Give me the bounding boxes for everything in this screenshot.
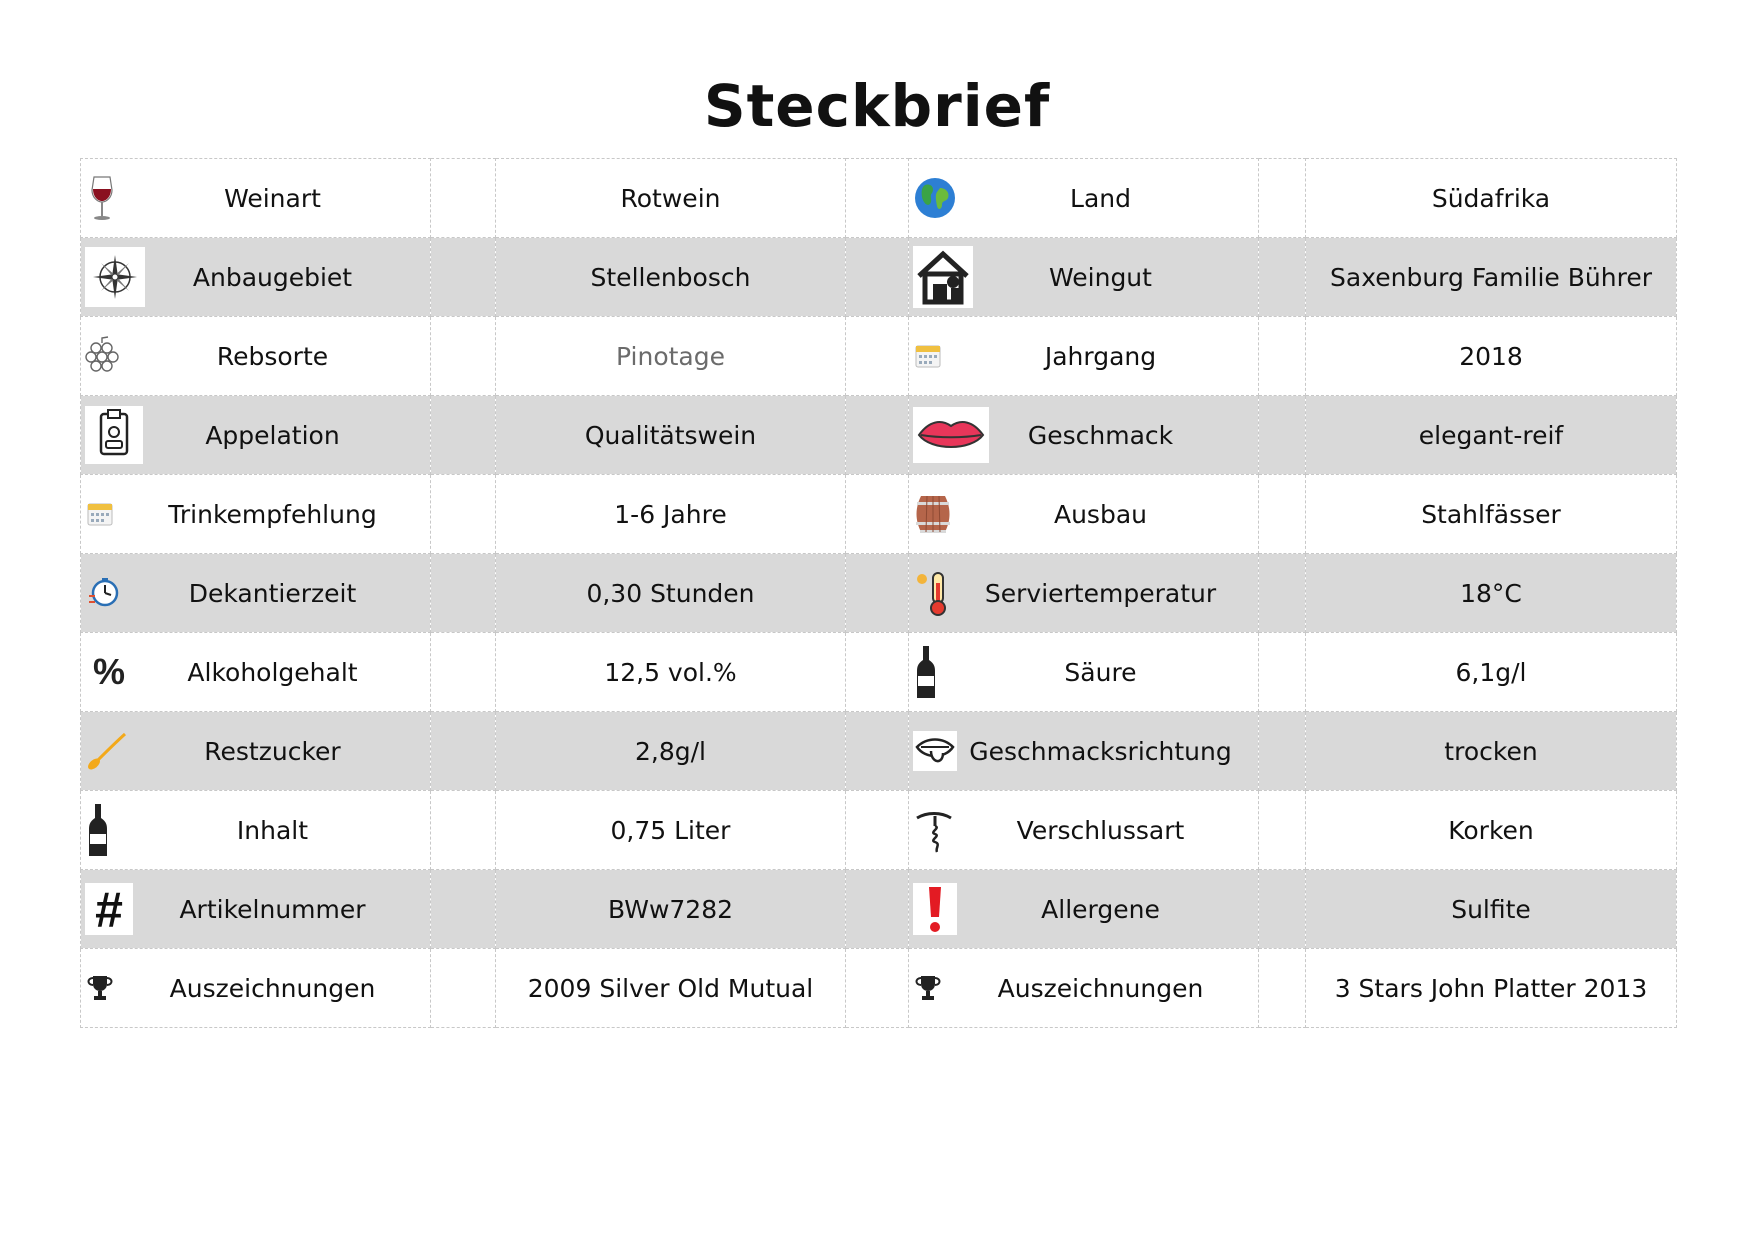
row-7-right-value: trocken: [1306, 712, 1677, 791]
row-4-left-label-cell: [81, 475, 431, 554]
spacer-cell: [431, 475, 496, 554]
row-1-right-value: Saxenburg Familie Bührer: [1306, 238, 1677, 317]
row-8-right-value: Korken: [1306, 791, 1677, 870]
spacer-cell: [431, 317, 496, 396]
row-8-right-label: Verschlussart: [1016, 815, 1185, 845]
row-1-left-value: Stellenbosch: [496, 238, 846, 317]
row-10-right-label-cell: [909, 949, 1259, 1028]
table-row: [81, 870, 1677, 949]
row-6-left-value: 12,5 vol.%: [496, 633, 846, 712]
row-0-right-label: Land: [1070, 183, 1131, 213]
row-4-right-label-cell: [909, 475, 1259, 554]
row-7-left-label-cell: [81, 712, 431, 791]
spacer-cell: [846, 159, 909, 238]
row-5-right-label: Serviertemperatur: [984, 578, 1217, 608]
spacer-cell: [846, 870, 909, 949]
table-row: [81, 238, 1677, 317]
sugar-spoon-icon: [85, 731, 129, 771]
spacer-cell: [846, 317, 909, 396]
corkscrew-icon: [913, 806, 957, 854]
table-row: [81, 633, 1677, 712]
row-0-right-label-cell: [909, 159, 1259, 238]
row-7-right-label-cell: [909, 712, 1259, 791]
row-6-right-label: Säure: [1064, 657, 1137, 687]
row-8-left-label: Inhalt: [236, 815, 309, 845]
table-row: [81, 317, 1677, 396]
spacer-cell: [431, 949, 496, 1028]
spacer-cell: [846, 949, 909, 1028]
trophy-icon: [913, 973, 943, 1003]
wine-glass-icon: [85, 174, 119, 222]
row-5-left-label-cell: [81, 554, 431, 633]
svg-text:%: %: [92, 651, 126, 692]
lips-icon: [913, 407, 989, 463]
row-2-right-label-cell: [909, 317, 1259, 396]
wine-profile-table: [80, 158, 1677, 1028]
spacer-cell: [1259, 238, 1306, 317]
spacer-cell: [431, 791, 496, 870]
compass-icon: [85, 247, 145, 307]
row-5-left-value: 0,30 Stunden: [496, 554, 846, 633]
row-4-left-label: Trinkempfehlung: [168, 499, 377, 529]
spacer-cell: [431, 870, 496, 949]
row-0-right-value: Südafrika: [1306, 159, 1677, 238]
row-3-right-label-cell: [909, 396, 1259, 475]
table-row: [81, 396, 1677, 475]
row-7-left-value: 2,8g/l: [496, 712, 846, 791]
svg-text:#: #: [95, 883, 123, 935]
row-5-right-value: 18°C: [1306, 554, 1677, 633]
row-9-left-label: Artikelnummer: [179, 894, 366, 924]
spacer-cell: [431, 396, 496, 475]
row-2-right-label: Jahrgang: [1044, 341, 1157, 371]
row-10-right-value: 3 Stars John Platter 2013: [1306, 949, 1677, 1028]
row-0-left-value: Rotwein: [496, 159, 846, 238]
winery-house-icon: [913, 246, 973, 308]
spacer-cell: [1259, 554, 1306, 633]
row-6-right-value: 6,1g/l: [1306, 633, 1677, 712]
row-8-left-value: 0,75 Liter: [496, 791, 846, 870]
spacer-cell: [846, 712, 909, 791]
globe-icon: [913, 176, 957, 220]
table-row: [81, 712, 1677, 791]
row-1-right-label: Weingut: [1049, 262, 1152, 292]
table-row: [81, 475, 1677, 554]
row-4-right-label: Ausbau: [1053, 499, 1147, 529]
spacer-cell: [1259, 159, 1306, 238]
row-9-right-label-cell: [909, 870, 1259, 949]
row-1-left-label: Anbaugebiet: [192, 262, 353, 292]
row-3-left-value: Qualitätswein: [496, 396, 846, 475]
spacer-cell: [846, 396, 909, 475]
row-9-left-value: BWw7282: [496, 870, 846, 949]
row-9-right-label: Allergene: [1041, 894, 1160, 924]
row-9-right-value: Sulfite: [1306, 870, 1677, 949]
spacer-cell: [1259, 633, 1306, 712]
spacer-cell: [1259, 475, 1306, 554]
wine-bottle-icon: [85, 802, 111, 858]
spacer-cell: [846, 475, 909, 554]
calendar-icon: [913, 342, 943, 370]
row-0-left-label-cell: [81, 159, 431, 238]
spacer-cell: [1259, 949, 1306, 1028]
spacer-cell: [1259, 317, 1306, 396]
table-row: [81, 554, 1677, 633]
row-3-left-label: Appelation: [205, 420, 340, 450]
row-10-left-value: 2009 Silver Old Mutual: [496, 949, 846, 1028]
row-10-right-label: Auszeichnungen: [997, 973, 1204, 1003]
table-row: [81, 949, 1677, 1028]
tongue-mouth-icon: [913, 731, 957, 771]
page-title: Steckbrief: [703, 72, 1051, 140]
row-6-right-label-cell: [909, 633, 1259, 712]
spacer-cell: [846, 238, 909, 317]
exclamation-icon: [913, 883, 957, 935]
row-3-left-label-cell: [81, 396, 431, 475]
spacer-cell: [846, 791, 909, 870]
spacer-cell: [431, 238, 496, 317]
row-2-left-label: Rebsorte: [216, 341, 329, 371]
row-2-left-label-cell: [81, 317, 431, 396]
row-10-left-label: Auszeichnungen: [169, 973, 376, 1003]
spacer-cell: [846, 633, 909, 712]
row-6-left-label-cell: [81, 633, 431, 712]
row-7-left-label: Restzucker: [204, 736, 341, 766]
spacer-cell: [1259, 791, 1306, 870]
row-3-right-label: Geschmack: [1027, 420, 1174, 450]
spacer-cell: [1259, 396, 1306, 475]
percent-icon: [85, 650, 133, 694]
row-1-right-label-cell: [909, 238, 1259, 317]
spacer-cell: [431, 554, 496, 633]
row-4-left-value: 1-6 Jahre: [496, 475, 846, 554]
row-0-left-label: Weinart: [224, 183, 321, 213]
row-9-left-label-cell: [81, 870, 431, 949]
row-2-right-value: 2018: [1306, 317, 1677, 396]
row-4-right-value: Stahlfässer: [1306, 475, 1677, 554]
timer-icon: [85, 576, 121, 610]
row-5-right-label-cell: [909, 554, 1259, 633]
calendar-icon: [85, 500, 115, 528]
trophy-icon: [85, 973, 115, 1003]
grapes-icon: [85, 336, 119, 376]
hashtag-icon: [85, 883, 133, 935]
spacer-cell: [431, 633, 496, 712]
barrel-icon: [913, 492, 953, 536]
table-row: [81, 159, 1677, 238]
spacer-cell: [431, 712, 496, 791]
table-row: [81, 791, 1677, 870]
spacer-cell: [1259, 712, 1306, 791]
row-3-right-value: elegant-reif: [1306, 396, 1677, 475]
row-8-right-label-cell: [909, 791, 1259, 870]
row-5-left-label: Dekantierzeit: [188, 578, 357, 608]
spacer-cell: [431, 159, 496, 238]
row-2-left-value: Pinotage: [496, 317, 846, 396]
spacer-cell: [1259, 870, 1306, 949]
row-6-left-label: Alkoholgehalt: [187, 657, 358, 687]
row-10-left-label-cell: [81, 949, 431, 1028]
spacer-cell: [846, 554, 909, 633]
wine-bottle-icon: [913, 644, 939, 700]
certificate-icon: [85, 406, 143, 464]
row-7-right-label: Geschmacksrichtung: [969, 736, 1232, 766]
row-8-left-label-cell: [81, 791, 431, 870]
row-1-left-label-cell: [81, 238, 431, 317]
thermometer-icon: [913, 569, 953, 617]
